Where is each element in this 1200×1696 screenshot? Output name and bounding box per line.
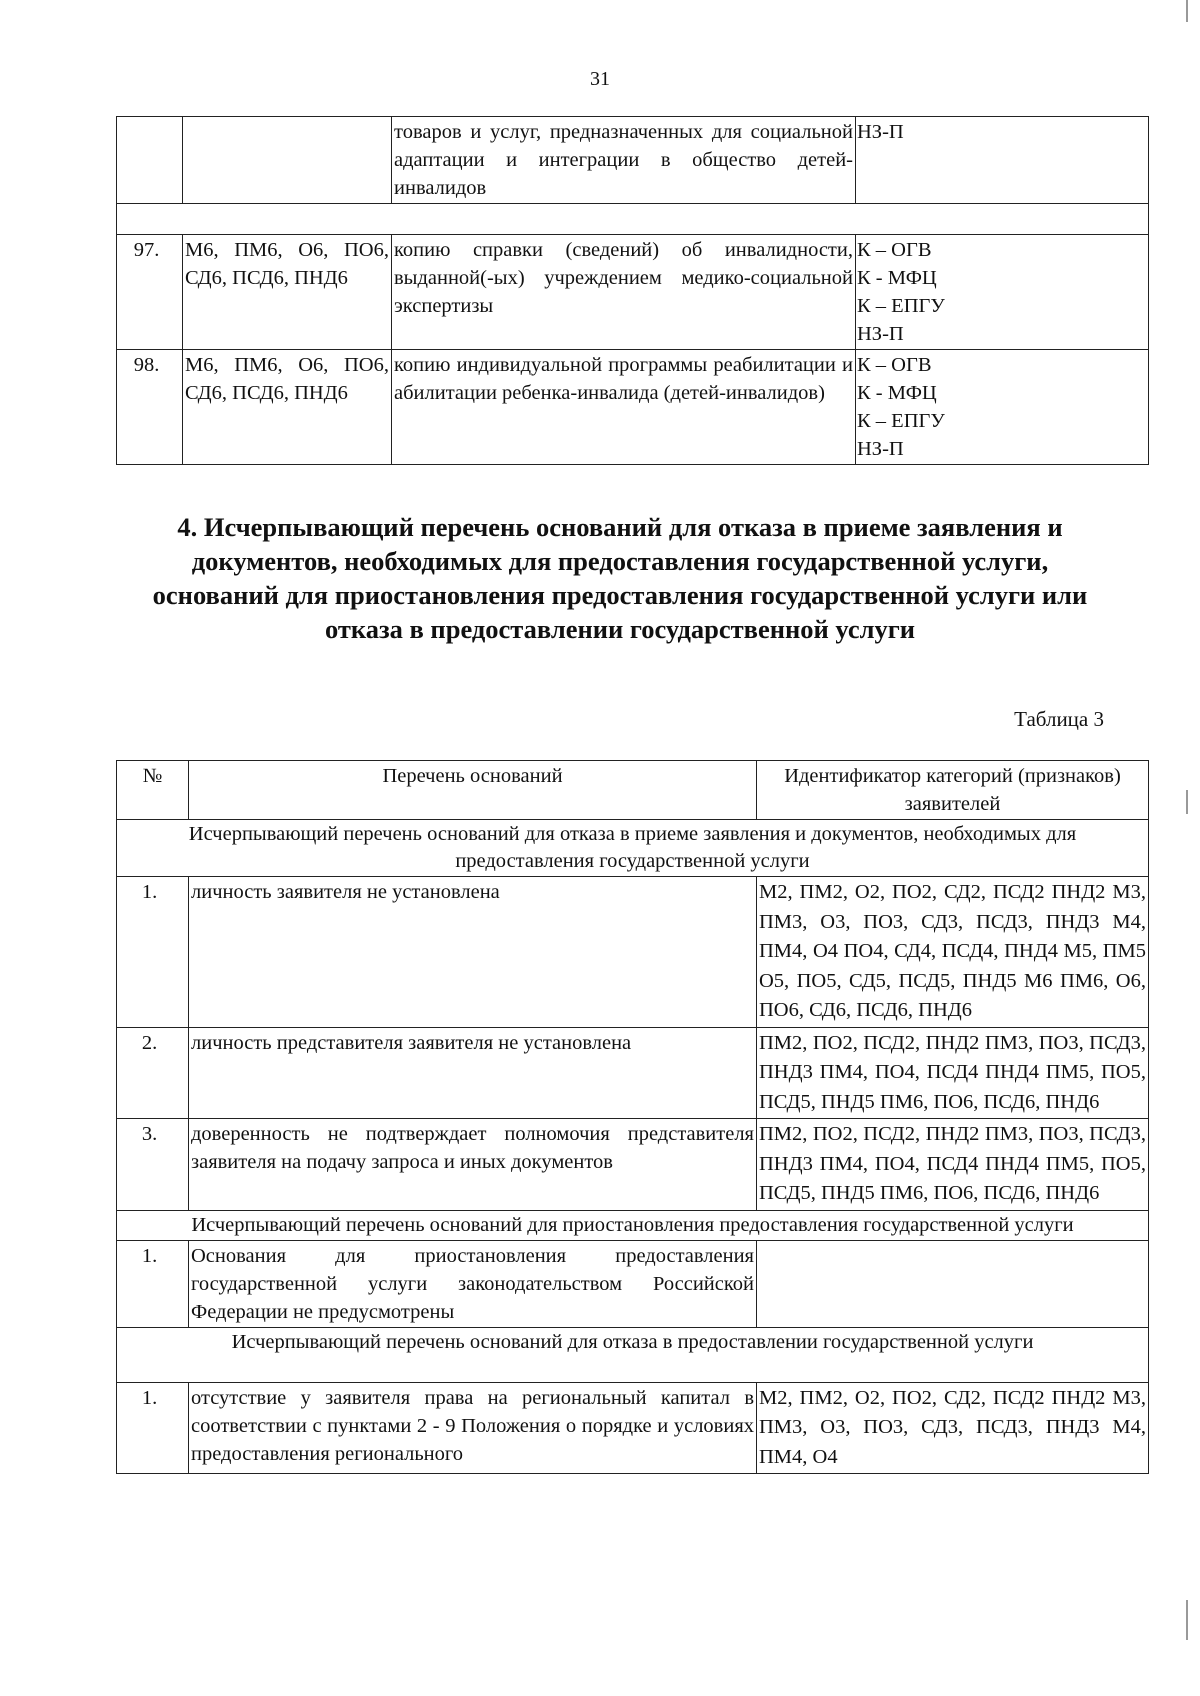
table-row xyxy=(117,204,1149,235)
table-row xyxy=(117,350,1149,465)
code-line: К – ОГВ xyxy=(857,239,932,261)
table-label: Таблица 3 xyxy=(1014,707,1104,731)
scan-edge-mark xyxy=(1186,1600,1188,1640)
document-cell: копию индивидуальной программы реабилитации и абилитации ребенка-инвалида (детей-инвалидов) xyxy=(392,350,856,465)
identifier-cell: ПМ2, ПО2, ПСД2, ПНД2 ПМ3, ПО3, ПСД3, ПНД3 ПМ4, ПО4, ПСД4 ПНД4 ПМ5, ПО5, ПСД5, ПНД5 ПМ6, ПО6, ПСД6, ПНД6 xyxy=(757,1027,1149,1119)
group-row xyxy=(117,1210,1149,1240)
table-row xyxy=(117,1382,1149,1474)
row-number: 1. xyxy=(117,1240,189,1327)
row-number: 97. xyxy=(117,235,183,350)
table-row xyxy=(117,235,1149,350)
row-number: 98. xyxy=(117,350,183,465)
document-cell: копию справки (сведений) об инвалидности, выданной(-ых) учреждением медико-социальной экспертизы xyxy=(392,235,856,350)
row-number: 1. xyxy=(117,877,189,1028)
code-line: К – ЕПГУ xyxy=(857,410,945,432)
reason-cell: личность представителя заявителя не установлена xyxy=(189,1027,757,1119)
table-cell xyxy=(183,117,392,204)
group-row xyxy=(117,1327,1149,1382)
column-header-num: № xyxy=(117,761,189,820)
documents-table xyxy=(116,116,1149,465)
table-row xyxy=(117,1027,1149,1119)
section-heading: 4. Исчерпывающий перечень оснований для отказа в приеме заявления и документов, необходимых для предоставления государственной услуги, оснований для приостановления предоставления государственной услуги или отказа в предоставлении государственной услуги xyxy=(152,512,1088,644)
code-line: НЗ-П xyxy=(857,438,904,460)
reason-cell: личность заявителя не установлена xyxy=(189,877,757,1028)
code-line: К – ЕПГУ xyxy=(857,295,945,317)
code-cell xyxy=(856,235,1149,350)
group-title: Исчерпывающий перечень оснований для приостановления предоставления государственной услуги xyxy=(117,1210,1149,1240)
reason-cell: отсутствие у заявителя права на региональный капитал в соответствии с пунктами 2 - 9 Положения о порядке и условиях предоставления регионального xyxy=(189,1382,757,1474)
code-line: К - МФЦ xyxy=(857,382,937,404)
row-number: 1. xyxy=(117,1382,189,1474)
table-cell xyxy=(117,117,183,204)
table-row xyxy=(117,1119,1149,1211)
table-row xyxy=(117,1240,1149,1327)
table-row xyxy=(117,877,1149,1028)
table-header-row xyxy=(117,761,1149,820)
code-line: К - МФЦ xyxy=(857,267,937,289)
table-3 xyxy=(116,760,1149,1474)
identifier-cell: М2, ПМ2, О2, ПО2, СД2, ПСД2 ПНД2 М3, ПМ3, О3, ПО3, СД3, ПСД3, ПНД3 М4, ПМ4, О4 ПО4, СД4, ПСД4, ПНД4 М5, ПМ5 О5, ПО5, СД5, ПСД5, ПНД5 М6 ПМ6, О6, ПО6, СД6, ПСД6, ПНД6 xyxy=(757,877,1149,1028)
code-line: НЗ-П xyxy=(857,323,904,345)
column-header-reasons: Перечень оснований xyxy=(189,761,757,820)
table-row xyxy=(117,117,1149,204)
code-cell xyxy=(856,350,1149,465)
reason-cell: доверенность не подтверждает полномочия представителя заявителя на подачу запроса и иных документов xyxy=(189,1119,757,1211)
row-number: 3. xyxy=(117,1119,189,1211)
table-cell xyxy=(117,204,1149,235)
code-line: К – ОГВ xyxy=(857,354,932,376)
row-number: 2. xyxy=(117,1027,189,1119)
page-number: 31 xyxy=(590,68,610,90)
group-title: Исчерпывающий перечень оснований для отказа в приеме заявления и документов, необходимых для предоставления государственной услуги xyxy=(117,820,1149,877)
identifier-cell: М2, ПМ2, О2, ПО2, СД2, ПСД2 ПНД2 М3, ПМ3, О3, ПО3, СД3, ПСД3, ПНД3 М4, ПМ4, О4 xyxy=(757,1382,1149,1474)
column-header-identifier: Идентификатор категорий (признаков) заявителей xyxy=(757,761,1149,820)
categories-cell: М6, ПМ6, О6, ПО6, СД6, ПСД6, ПНД6 xyxy=(183,350,392,465)
document-cell: товаров и услуг, предназначенных для социальной адаптации и интеграции в общество детей-инвалидов xyxy=(392,117,856,204)
scan-edge-mark xyxy=(1186,790,1188,814)
identifier-cell xyxy=(757,1240,1149,1327)
code-cell: НЗ-П xyxy=(856,117,1149,204)
group-row xyxy=(117,820,1149,877)
scan-edge-mark xyxy=(1186,0,1188,22)
categories-cell: М6, ПМ6, О6, ПО6, СД6, ПСД6, ПНД6 xyxy=(183,235,392,350)
reason-cell: Основания для приостановления предоставления государственной услуги законодательством Российской Федерации не предусмотрены xyxy=(189,1240,757,1327)
group-title: Исчерпывающий перечень оснований для отказа в предоставлении государственной услуги xyxy=(117,1327,1149,1382)
identifier-cell: ПМ2, ПО2, ПСД2, ПНД2 ПМ3, ПО3, ПСД3, ПНД3 ПМ4, ПО4, ПСД4 ПНД4 ПМ5, ПО5, ПСД5, ПНД5 ПМ6, ПО6, ПСД6, ПНД6 xyxy=(757,1119,1149,1211)
